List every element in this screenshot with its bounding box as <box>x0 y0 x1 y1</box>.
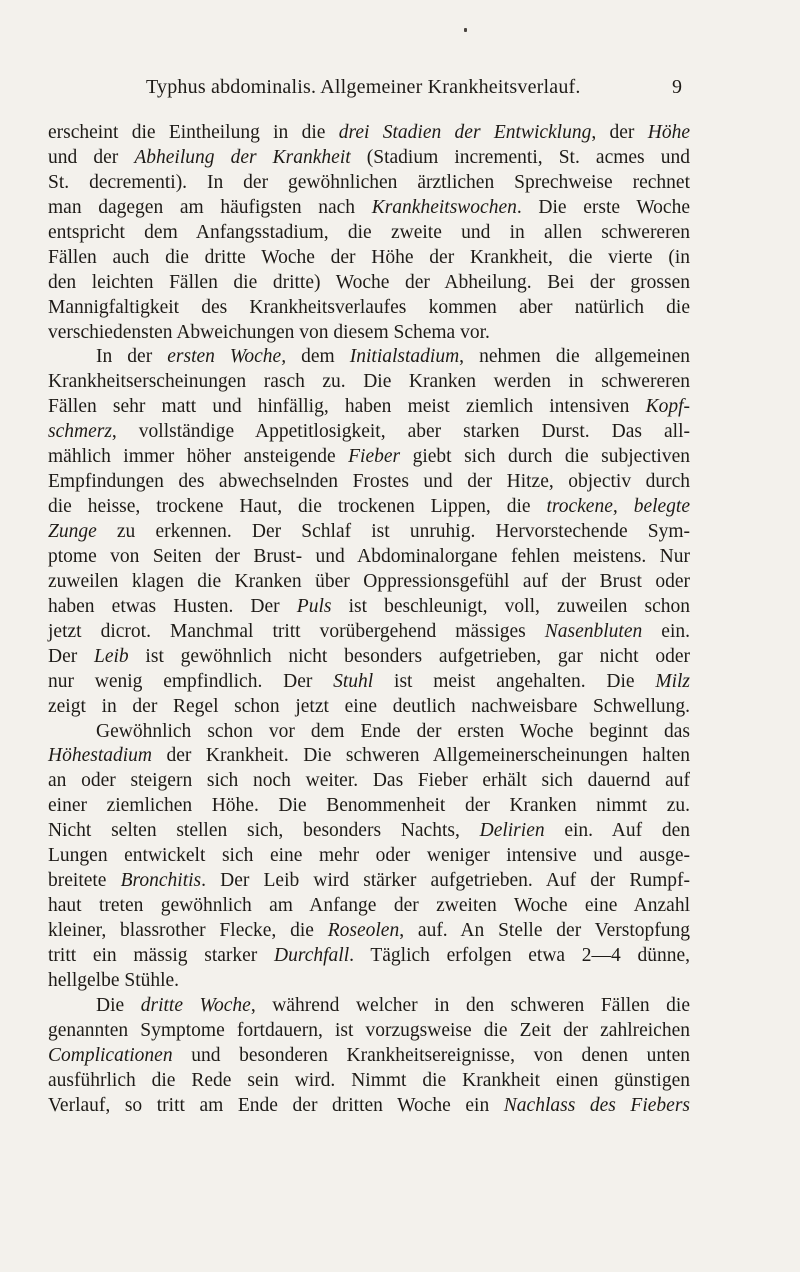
text-run: man dagegen am häufigsten nach <box>48 196 372 218</box>
text-line <box>48 944 690 969</box>
text-run: . Die erste Woche <box>516 196 690 218</box>
italic-term: ersten Woche, <box>167 346 287 368</box>
text-line <box>48 869 690 894</box>
italic-term: Höhestadium <box>48 745 152 767</box>
text-run: . Täglich erfolgen etwa 2—4 dünne, <box>349 944 690 966</box>
text-run: In der <box>96 346 168 368</box>
text-line <box>48 495 690 520</box>
text-run: einer ziemlichen Höhe. Die Benommenheit der Kranken nimmt zu. <box>48 795 690 817</box>
text-run: , der <box>591 122 648 143</box>
text-run: Fällen auch die dritte Woche der Höhe der Krankheit, die vierte (in <box>48 246 690 268</box>
text-run: Mannigfaltigkeit des Krankheitsverlaufes kommen aber natürlich die <box>48 296 690 318</box>
text-run: zuweilen klagen die Kranken über Oppressionsgefühl auf der Brust oder <box>48 570 690 592</box>
italic-term: trockene, belegte <box>546 496 690 518</box>
text-run: hellgelbe Stühle. <box>48 969 180 991</box>
text-line <box>48 296 690 321</box>
text-run: und der <box>48 146 135 168</box>
text-run: Der <box>48 645 94 667</box>
text-run: zu erkennen. Der Schlaf ist unruhig. Hervorstechende Sym- <box>96 521 690 542</box>
text-line <box>48 769 690 794</box>
text-run: haut treten gewöhnlich am Anfange der zweiten Woche eine Anzahl <box>48 895 690 917</box>
text-run: Die <box>96 994 141 1016</box>
text-line <box>48 545 690 570</box>
text-run: entspricht dem Anfangsstadium, die zweite und in allen schwereren <box>48 221 690 243</box>
text-line <box>48 445 690 470</box>
italic-term: Nasenbluten <box>544 620 643 642</box>
text-run: Verlauf, so tritt am Ende der dritten Woche ein <box>48 1094 504 1116</box>
italic-term: Puls <box>296 595 332 617</box>
text-run: zeigt in der Regel schon jetzt eine deutlich nachweisbare Schwellung. <box>48 695 690 717</box>
text-line <box>48 221 690 246</box>
text-run: giebt sich durch die subjectiven <box>400 446 690 468</box>
text-run: Fällen sehr matt und hinfällig, haben meist ziemlich intensiven <box>48 396 646 418</box>
text-line <box>48 994 690 1019</box>
text-run: kleiner, blassrother Flecke, die <box>48 920 328 941</box>
text-run: genannten Symptome fortdauern, ist vorzugsweise die Zeit der zahlreichen <box>48 1019 690 1041</box>
text-run: an oder steigern sich noch weiter. Das Fieber erhält sich dauernd auf <box>48 770 690 792</box>
text-run: mählich immer höher ansteigende <box>48 446 349 468</box>
text-line <box>48 819 690 844</box>
italic-term: Milz <box>655 670 690 692</box>
text-line <box>48 395 690 420</box>
italic-term: Leib <box>94 645 129 667</box>
text-line <box>48 171 690 196</box>
text-run: Gewöhnlich schon vor dem Ende der ersten Woche beginnt das <box>96 720 690 742</box>
text-run: Nicht selten stellen sich, besonders Nachts, <box>48 820 480 842</box>
text-run: dem <box>286 346 350 368</box>
text-run: jetzt dicrot. Manchmal tritt vorübergehend mässiges <box>48 620 545 642</box>
text-line <box>48 620 690 645</box>
text-line <box>48 470 690 495</box>
text-line <box>48 595 690 620</box>
italic-term: Roseolen <box>327 920 400 941</box>
text-run: ist gewöhnlich nicht besonders aufgetrieben, gar nicht oder <box>128 645 690 667</box>
text-run: tritt ein mässig starker <box>48 944 275 966</box>
text-line <box>48 720 690 745</box>
text-line <box>48 844 690 869</box>
text-run: . Der Leib wird stärker aufgetrieben. Auf der Rumpf- <box>201 870 691 892</box>
text-run: erscheint die Eintheilung in die <box>48 122 339 143</box>
text-line <box>48 345 690 370</box>
italic-term: Krankheitswochen <box>371 196 517 218</box>
text-run: St. decrementi). In der gewöhnlichen ärztlichen Sprechweise rechnet <box>48 171 690 193</box>
text-run: , während welcher in den schweren Fällen die <box>250 994 690 1016</box>
text-line <box>48 246 690 271</box>
italic-term: Bronchitis <box>120 870 202 892</box>
text-run: , vollständige Appetitlosigkeit, aber starken Durst. Das all- <box>111 421 690 443</box>
italic-term: Zunge <box>48 521 97 542</box>
page-header <box>0 76 800 106</box>
text-run: ein. Auf den <box>544 820 690 842</box>
text-line <box>48 794 690 819</box>
text-line <box>48 1069 690 1094</box>
text-line <box>48 1019 690 1044</box>
text-line <box>48 121 690 146</box>
text-run: Empfindungen des abwechselnden Frostes und der Hitze, objectiv durch <box>48 471 690 493</box>
text-run: Lungen entwickelt sich eine mehr oder weniger intensive und ausge- <box>48 845 690 867</box>
text-run: und besonderen Krankheitsereignisse, von denen unten <box>172 1044 690 1066</box>
text-line <box>48 744 690 769</box>
text-run: ist beschleunigt, voll, zuweilen schon <box>331 595 690 617</box>
text-line <box>48 1094 690 1119</box>
text-line <box>48 570 690 595</box>
italic-term: drei Stadien der Entwicklung <box>338 122 592 143</box>
text-run: ausführlich die Rede sein wird. Nimmt die Krankheit einen günstigen <box>48 1069 690 1091</box>
page-number: 9 <box>672 76 682 98</box>
text-run: der Krankheit. Die schweren Allgemeinerscheinungen halten <box>152 745 690 767</box>
running-head: Typhus abdominalis. Allgemeiner Krankheitsverlauf. <box>146 76 581 98</box>
text-line <box>48 420 690 445</box>
text-run: (Stadium incrementi, St. acmes und <box>350 146 690 168</box>
text-line <box>48 321 690 346</box>
text-line <box>48 670 690 695</box>
italic-term: schmerz <box>48 421 112 443</box>
text-run: ein. <box>642 620 690 642</box>
italic-term: Nachlass des Fiebers <box>503 1094 691 1116</box>
text-run: , auf. An Stelle der Verstopfung <box>399 920 690 941</box>
text-line <box>48 919 690 944</box>
text-line <box>48 370 690 395</box>
text-run: nur wenig empfindlich. Der <box>48 670 334 692</box>
text-run: Krankheitserscheinungen rasch zu. Die Kranken werden in schwereren <box>48 371 690 393</box>
text-line <box>48 894 690 919</box>
text-run: , nehmen die allgemeinen <box>459 346 690 368</box>
text-line <box>48 520 690 545</box>
italic-term: Abheilung der Krankheit <box>134 146 351 168</box>
text-line <box>48 969 690 994</box>
text-run: die heisse, trockene Haut, die trockenen Lippen, die <box>48 496 547 518</box>
text-line <box>48 271 690 296</box>
italic-term: Durchfall <box>274 944 350 966</box>
text-line <box>48 196 690 221</box>
italic-term: dritte Woche <box>140 994 251 1016</box>
text-line <box>48 645 690 670</box>
text-run: verschiedensten Abweichungen von diesem Schema vor. <box>48 321 490 343</box>
text-run: den leichten Fällen die dritte) Woche der Abheilung. Bei der grossen <box>48 271 690 293</box>
italic-term: Delirien <box>479 820 545 842</box>
print-speck <box>464 28 467 32</box>
italic-term: Kopf- <box>645 396 690 418</box>
text-run: ist meist angehalten. Die <box>373 670 656 692</box>
text-line <box>48 695 690 720</box>
text-run: haben etwas Husten. Der <box>48 595 297 617</box>
italic-term: Complicationen <box>48 1044 173 1066</box>
italic-term: Fieber <box>348 446 401 468</box>
italic-term: Initialstadium <box>349 346 460 368</box>
body-text <box>48 121 690 1119</box>
text-line <box>48 146 690 171</box>
text-line <box>48 1044 690 1069</box>
text-run: breitete <box>48 870 121 892</box>
italic-term: Stuhl <box>333 670 374 692</box>
italic-term: Höhe <box>647 122 690 143</box>
text-run: ptome von Seiten der Brust- und Abdominalorgane fehlen meistens. Nur <box>48 545 690 567</box>
